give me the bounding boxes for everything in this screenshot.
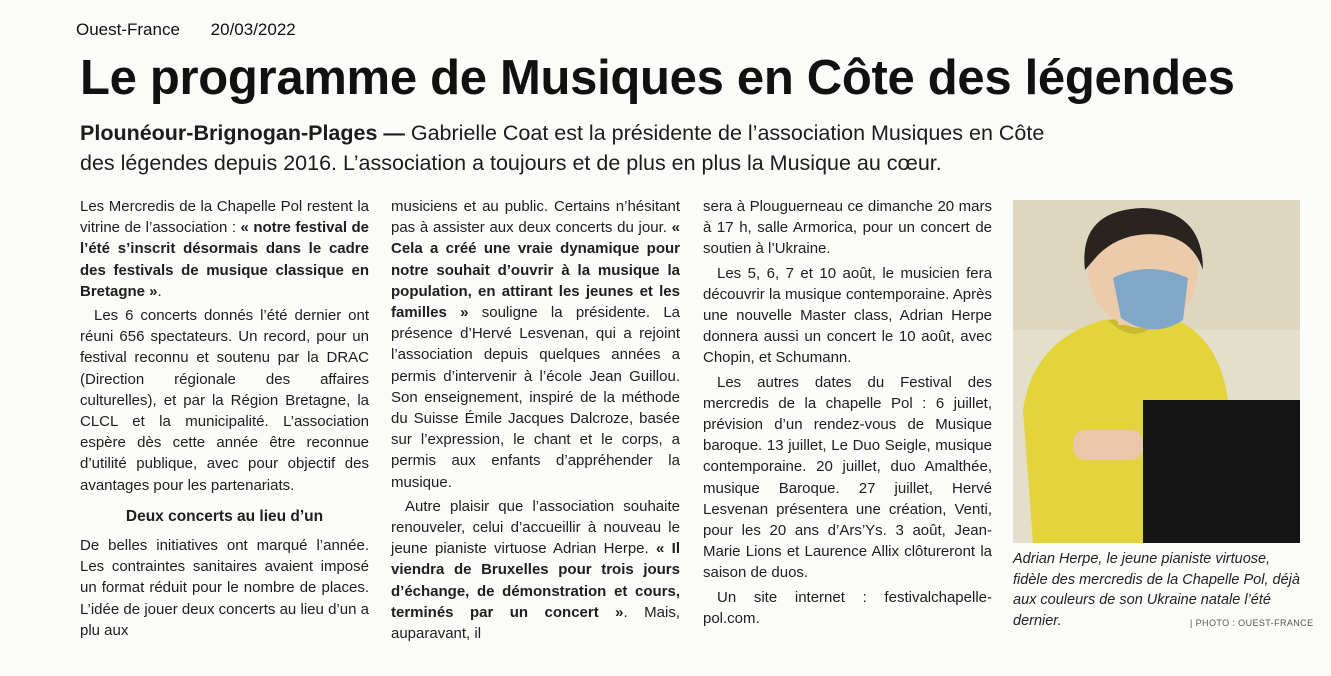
pianist-photo <box>1013 200 1300 543</box>
subheading: Deux concerts au lieu d’un <box>125 507 324 525</box>
text: Les Mercredis de la Chapelle Pol restent la vitrine de l’association : <box>80 198 369 237</box>
quote: « Cela a créé une vraie dynamique pour notre souhait d’ouvrir à la musique la population, en attirant les jeunes et les familles » <box>391 219 680 322</box>
text: . <box>157 282 162 300</box>
paragraph: Les 5, 6, 7 et 10 août, le musicien fera découvrir la musique contemporaine. Après une nouvelle Master class, Adrian Herpe donnera aussi un concert le 10 août, avec Chopin, et Schumann. <box>703 264 992 367</box>
lead-place: Plounéour-Brignogan-Plages — <box>80 121 405 145</box>
paragraph <box>391 196 680 493</box>
text: souligne la présidente. La présence d’Hervé Lesvenan, qui a rejoint l’association depuis quelques années a permis d’intervenir à l’école Jean Guillou. Son enseignement, inspiré de la méthode du Suisse Émile Jacques Dalcroze, basée sur l’expression, le chant et le corps, a permis aux enfants d’appréhender la musique. <box>391 304 681 491</box>
article-lead <box>80 118 1310 178</box>
lead-text-2: des légendes depuis 2016. L’association a toujours et de plus en plus la Musique au cœur. <box>80 151 942 175</box>
paragraph: sera à Plouguerneau ce dimanche 20 mars à 17 h, salle Armorica, pour un concert de soutien à l’Ukraine. <box>703 198 992 258</box>
piano <box>1143 400 1300 543</box>
paragraph: Les 6 concerts donnés l’été dernier ont réuni 656 spectateurs. Un record, pour un festival reconnu et soutenu par la DRAC (Direction régionale des affaires culturelles), et par la Région Bretagne, la CLCL et la municipalité. L’association espère dès cette année être reconnue d’utilité publique, avec pour objectif des avantages pour les partenariats. <box>80 307 369 494</box>
pianist-illustration <box>1013 200 1300 543</box>
publication-date: 20/03/2022 <box>210 20 296 39</box>
quote: « Il viendra de Bruxelles pour trois jours d’échange, de démonstration et cours, terminés par un concert » <box>391 540 680 621</box>
lead-text-1: Gabrielle Coat est la présidente de l’association Musiques en Côte <box>404 121 1045 145</box>
source-line <box>76 20 322 40</box>
text: musiciens et au public. Certains n’hésitant pas à assister aux deux concerts du jour. <box>391 198 680 237</box>
photo-caption: Adrian Herpe, le jeune pianiste virtuose, fidèle des mercredis de la Chapelle Pol, déjà aux couleurs de son Ukraine natale l’été dernier. <box>1013 551 1300 629</box>
text: Autre plaisir que l’association souhaite renouveler, celui d’accueillir à nouveau le jeune pianiste virtuose Adrian Herpe. <box>391 497 680 558</box>
column-2 <box>391 196 680 647</box>
quote: « notre festival de l’été s’inscrit désormais dans le cadre des festivals de musique classique en Bretagne » <box>80 219 370 300</box>
column-3 <box>703 196 992 632</box>
paragraph: Un site internet : festivalchapelle-pol.com. <box>703 588 992 627</box>
text: . Mais, auparavant, il <box>391 603 680 643</box>
paragraph: De belles initiatives ont marqué l’année. Les contraintes sanitaires avaient imposé un format réduit pour le nombre de places. L’idée de jouer deux concerts au lieu d’un a plu aux <box>80 537 369 639</box>
newspaper-name: Ouest-France <box>76 20 180 39</box>
paragraph: Les autres dates du Festival des mercredis de la chapelle Pol : 6 juillet, prévision d’un rendez-vous de Musique baroque. 13 juillet, Le Duo Seigle, musique contemporaine. 20 juillet, duo Amalthée, musique Baroque. 27 juillet, Hervé Lesvenan présentera une création, Venti, pour les 20 ans d’Ars’Ys. 3 août, Jean-Marie Lions et Laurence Allix clôtureront la saison de duos. <box>703 373 992 582</box>
column-1 <box>80 196 369 644</box>
arm <box>1073 430 1143 460</box>
photo-credit: | PHOTO : OUEST-FRANCE <box>1190 618 1314 628</box>
paragraph <box>80 196 369 302</box>
article-title: Le programme de Musiques en Côte des légendes <box>80 51 1235 105</box>
paragraph <box>391 496 680 644</box>
